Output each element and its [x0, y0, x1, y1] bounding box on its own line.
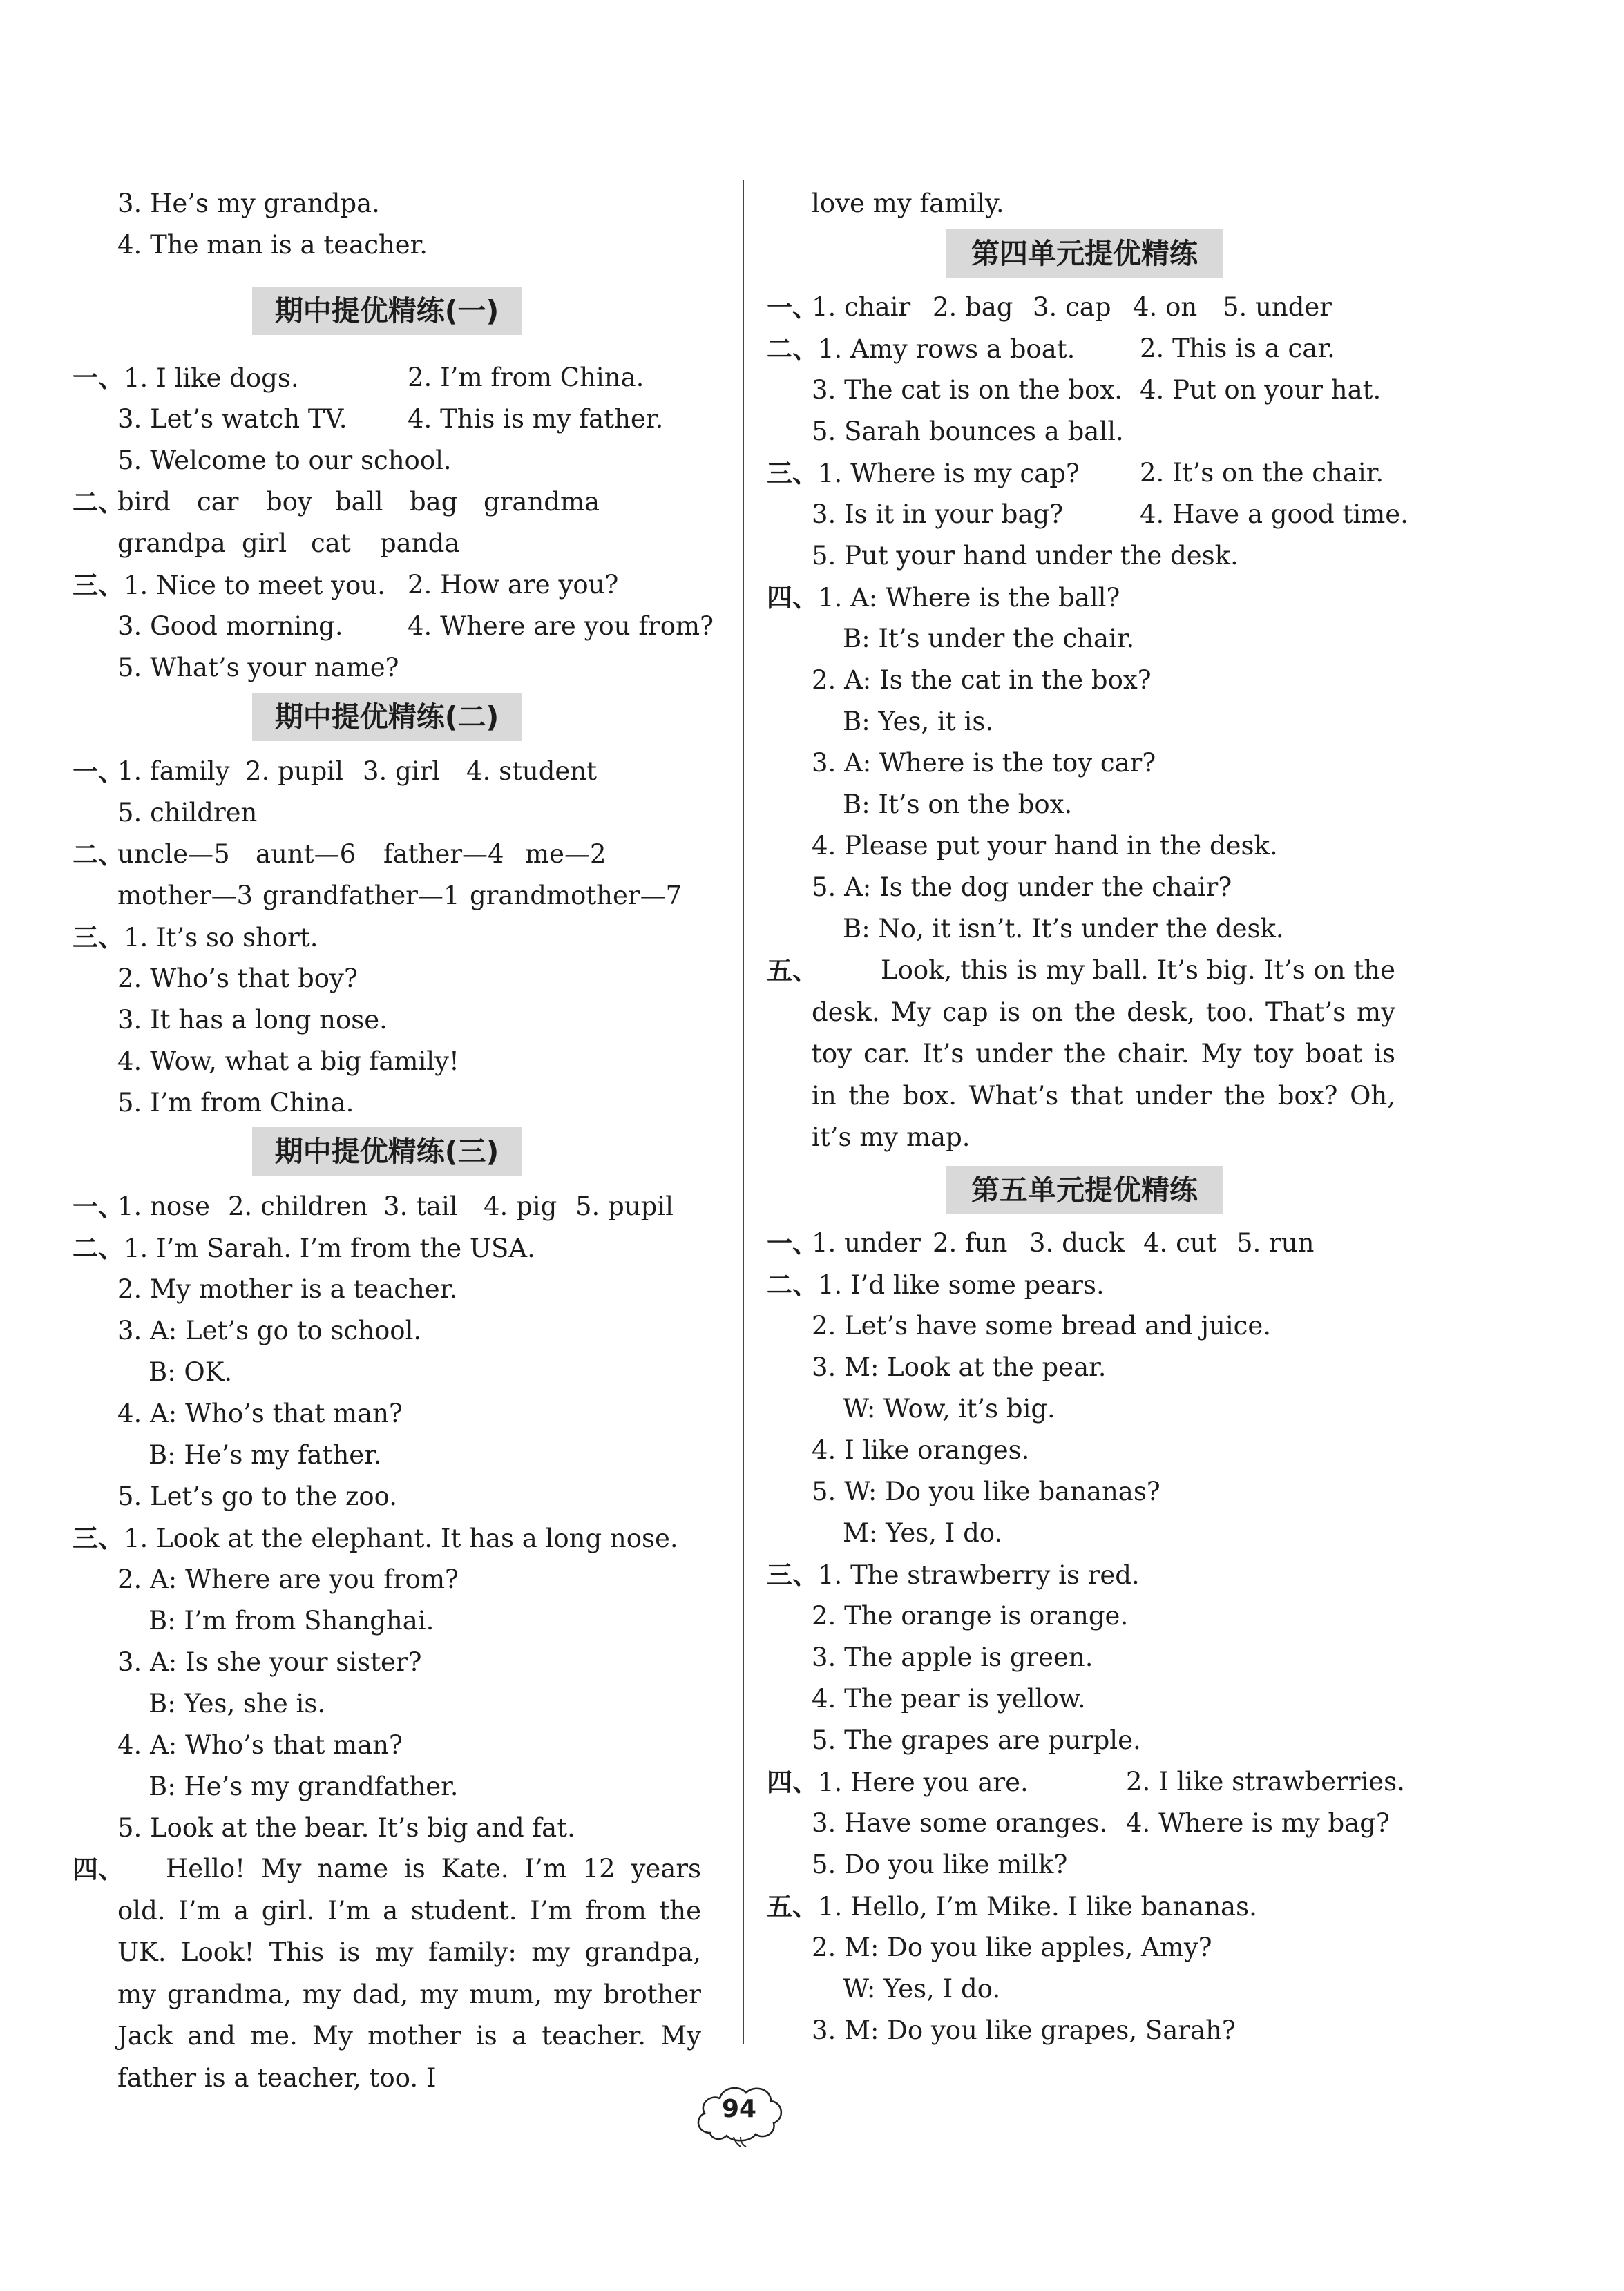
answer-line: 四、1. A: Where is the ball?	[767, 580, 1120, 615]
answer-line: 二、1. I’m Sarah. I’m from the USA.	[73, 1231, 535, 1266]
part-marker: 五、	[767, 1891, 818, 1921]
part-marker: 一、	[767, 292, 818, 323]
section-heading: 期中提优精练(三)	[252, 1127, 522, 1176]
answer-line: B: Yes, it is.	[843, 707, 994, 736]
answer-line: 四、1. Here you are. 2. I like strawberries.	[767, 1765, 1029, 1800]
answer-line: 5. Do you like milk?	[812, 1850, 1068, 1879]
answer-line: W: Wow, it’s big.	[843, 1394, 1055, 1424]
answer-line: 5. Put your hand under the desk.	[812, 541, 1239, 571]
answer-line: 4. Please put your hand in the desk.	[812, 831, 1278, 861]
answer-line: 2. Let’s have some bread and juice.	[812, 1311, 1271, 1341]
answer-line: M: Yes, I do.	[843, 1518, 1003, 1548]
part-marker: 二、	[73, 487, 124, 517]
answer-line: 3. Let’s watch TV. 4. This is my father.	[117, 404, 664, 434]
answer-line: 5. What’s your name?	[117, 653, 399, 682]
answer-line: mother—3 grandfather—1 grandmother—7	[117, 881, 682, 910]
answer-line: 3. It has a long nose.	[117, 1005, 388, 1035]
part-marker: 三、	[73, 1523, 124, 1553]
answer-line: 5. Look at the bear. It’s big and fat.	[117, 1813, 575, 1843]
answer-line: 一、 1. family 2. pupil 3. girl 4. student	[73, 754, 694, 789]
answer-line: 5. Sarah bounces a ball.	[812, 416, 1124, 446]
answer-line: 5. Let’s go to the zoo.	[117, 1482, 398, 1511]
part-marker: 三、	[767, 1560, 818, 1590]
answer-line: 3. Have some oranges. 4. Where is my bag?	[812, 1808, 1390, 1838]
answer-line: 一、 1. chair 2. bag 3. cap 4. on 5. under	[767, 290, 1388, 325]
answer-line: 一、 1. nose 2. children 3. tail 4. pig 5. pupil	[73, 1189, 694, 1224]
answer-line: 3. M: Do you like grapes, Sarah?	[812, 2015, 1236, 2045]
part-marker: 四、	[767, 1767, 818, 1797]
answer-line: 5. Welcome to our school.	[117, 445, 452, 475]
part-marker: 二、	[767, 334, 818, 364]
part-marker: 三、	[73, 922, 124, 952]
answer-line: love my family.	[812, 189, 1004, 218]
section-heading: 第五单元提优精练	[946, 1166, 1223, 1214]
answer-line: B: Yes, she is.	[149, 1689, 326, 1718]
part-marker: 三、	[767, 458, 818, 488]
part-marker: 二、	[73, 1233, 124, 1263]
part-marker: 二、	[767, 1269, 818, 1300]
answer-line: 3. A: Let’s go to school.	[117, 1316, 422, 1345]
passage: 四、 Hello! My name is Kate. I’m 12 years old. I’m a girl. I’m a student. I’m from the UK. Look! This is my family: my grandpa, my grandma, my dad, my mum, my brother Jack and me. My mother is a teacher. My father is a teacher, too. I	[117, 1848, 701, 2099]
answer-line: 2. A: Is the cat in the box?	[812, 665, 1152, 695]
answer-line: 3. A: Where is the toy car?	[812, 748, 1156, 778]
answer-line: 2. Who’s that boy?	[117, 964, 358, 993]
answer-line: 3. A: Is she your sister?	[117, 1647, 422, 1677]
part-marker: 四、	[767, 582, 818, 613]
column-divider	[743, 180, 744, 2044]
answer-line: 5. A: Is the dog under the chair?	[812, 872, 1232, 902]
answer-line: 2. My mother is a teacher.	[117, 1274, 458, 1304]
section-heading: 期中提优精练(一)	[252, 287, 522, 335]
answer-line: 2. A: Where are you from?	[117, 1564, 459, 1594]
answer-line: 5. children	[117, 798, 258, 827]
answer-line: 二、 uncle—5 aunt—6 father—4 me—2	[73, 837, 694, 872]
part-marker: 三、	[73, 570, 124, 600]
passage: 五、 Look, this is my ball. It’s big. It’s on the desk. My cap is on the desk, too. That’s my toy car. It’s under the chair. My toy boat is in the box. What’s that under the box? Oh, it’s my map.	[812, 950, 1395, 1159]
answer-line: 4. A: Who’s that man?	[117, 1399, 403, 1428]
answer-line: 3. The apple is green.	[812, 1642, 1093, 1672]
section-heading: 期中提优精练(二)	[252, 693, 522, 741]
part-marker: 一、	[73, 756, 124, 787]
answer-line: 4. The pear is yellow.	[812, 1684, 1086, 1714]
answer-line: 4. Wow, what a big family!	[117, 1046, 459, 1076]
answer-line: B: He’s my father.	[149, 1440, 382, 1470]
answer-line: 5. I’m from China.	[117, 1088, 354, 1118]
answer-line: 二、1. I’d like some pears.	[767, 1267, 1105, 1303]
answer-line: 2. M: Do you like apples, Amy?	[812, 1933, 1212, 1962]
answer-line: 三、1. Where is my cap? 2. It’s on the chair.	[767, 456, 1080, 491]
part-marker: 一、	[73, 363, 124, 393]
answer-line: 二、 bird car boy ball bag grandma	[73, 485, 124, 520]
answer-line: B: I’m from Shanghai.	[149, 1606, 434, 1636]
page-number: 94	[691, 2079, 787, 2148]
part-marker: 五、	[767, 955, 818, 986]
answer-line: 3. The cat is on the box. 4. Put on your hat.	[812, 375, 1382, 405]
part-marker: 二、	[73, 839, 124, 870]
answer-line: 三、1. Look at the elephant. It has a long nose.	[73, 1521, 678, 1556]
answer-line: 3. M: Look at the pear.	[812, 1352, 1107, 1382]
answer-line: 一、1. I like dogs. 2. I’m from China.	[73, 361, 299, 396]
answer-line: 5. The grapes are purple.	[812, 1725, 1141, 1755]
part-marker: 四、	[73, 1854, 124, 1884]
answer-line: 3. He’s my grandpa.	[117, 189, 380, 218]
part-marker: 一、	[73, 1191, 124, 1222]
answer-line: 三、1. It’s so short.	[73, 920, 318, 955]
answer-line: B: He’s my grandfather.	[149, 1772, 459, 1801]
section-heading: 第四单元提优精练	[946, 229, 1223, 278]
answer-line: B: It’s on the box.	[843, 789, 1073, 819]
answer-line: 三、1. Nice to meet you. 2. How are you?	[73, 568, 385, 603]
answer-line: 5. W: Do you like bananas?	[812, 1477, 1160, 1506]
answer-line: 一、 1. under 2. fun 3. duck 4. cut 5. run	[767, 1226, 1388, 1260]
answer-line: 3. Good morning. 4. Where are you from?	[117, 611, 714, 641]
answer-line: 二、1. Amy rows a boat. 2. This is a car.	[767, 332, 1075, 367]
answer-line: 2. The orange is orange.	[812, 1601, 1129, 1631]
answer-line: grandpa girl cat panda	[117, 528, 460, 558]
answer-line: 4. The man is a teacher.	[117, 230, 428, 260]
part-marker: 一、	[767, 1228, 818, 1258]
answer-line: 五、1. Hello, I’m Mike. I like bananas.	[767, 1889, 1257, 1924]
answer-line: 3. Is it in your bag? 4. Have a good time.	[812, 499, 1408, 529]
answer-line: 4. A: Who’s that man?	[117, 1730, 403, 1760]
answer-line: 4. I like oranges.	[812, 1435, 1030, 1465]
answer-line: B: It’s under the chair.	[843, 624, 1135, 653]
answer-line: B: No, it isn’t. It’s under the desk.	[843, 914, 1284, 943]
answer-line: B: OK.	[149, 1357, 233, 1387]
answer-line: W: Yes, I do.	[843, 1974, 1001, 2004]
answer-line: 三、1. The strawberry is red.	[767, 1557, 1140, 1593]
